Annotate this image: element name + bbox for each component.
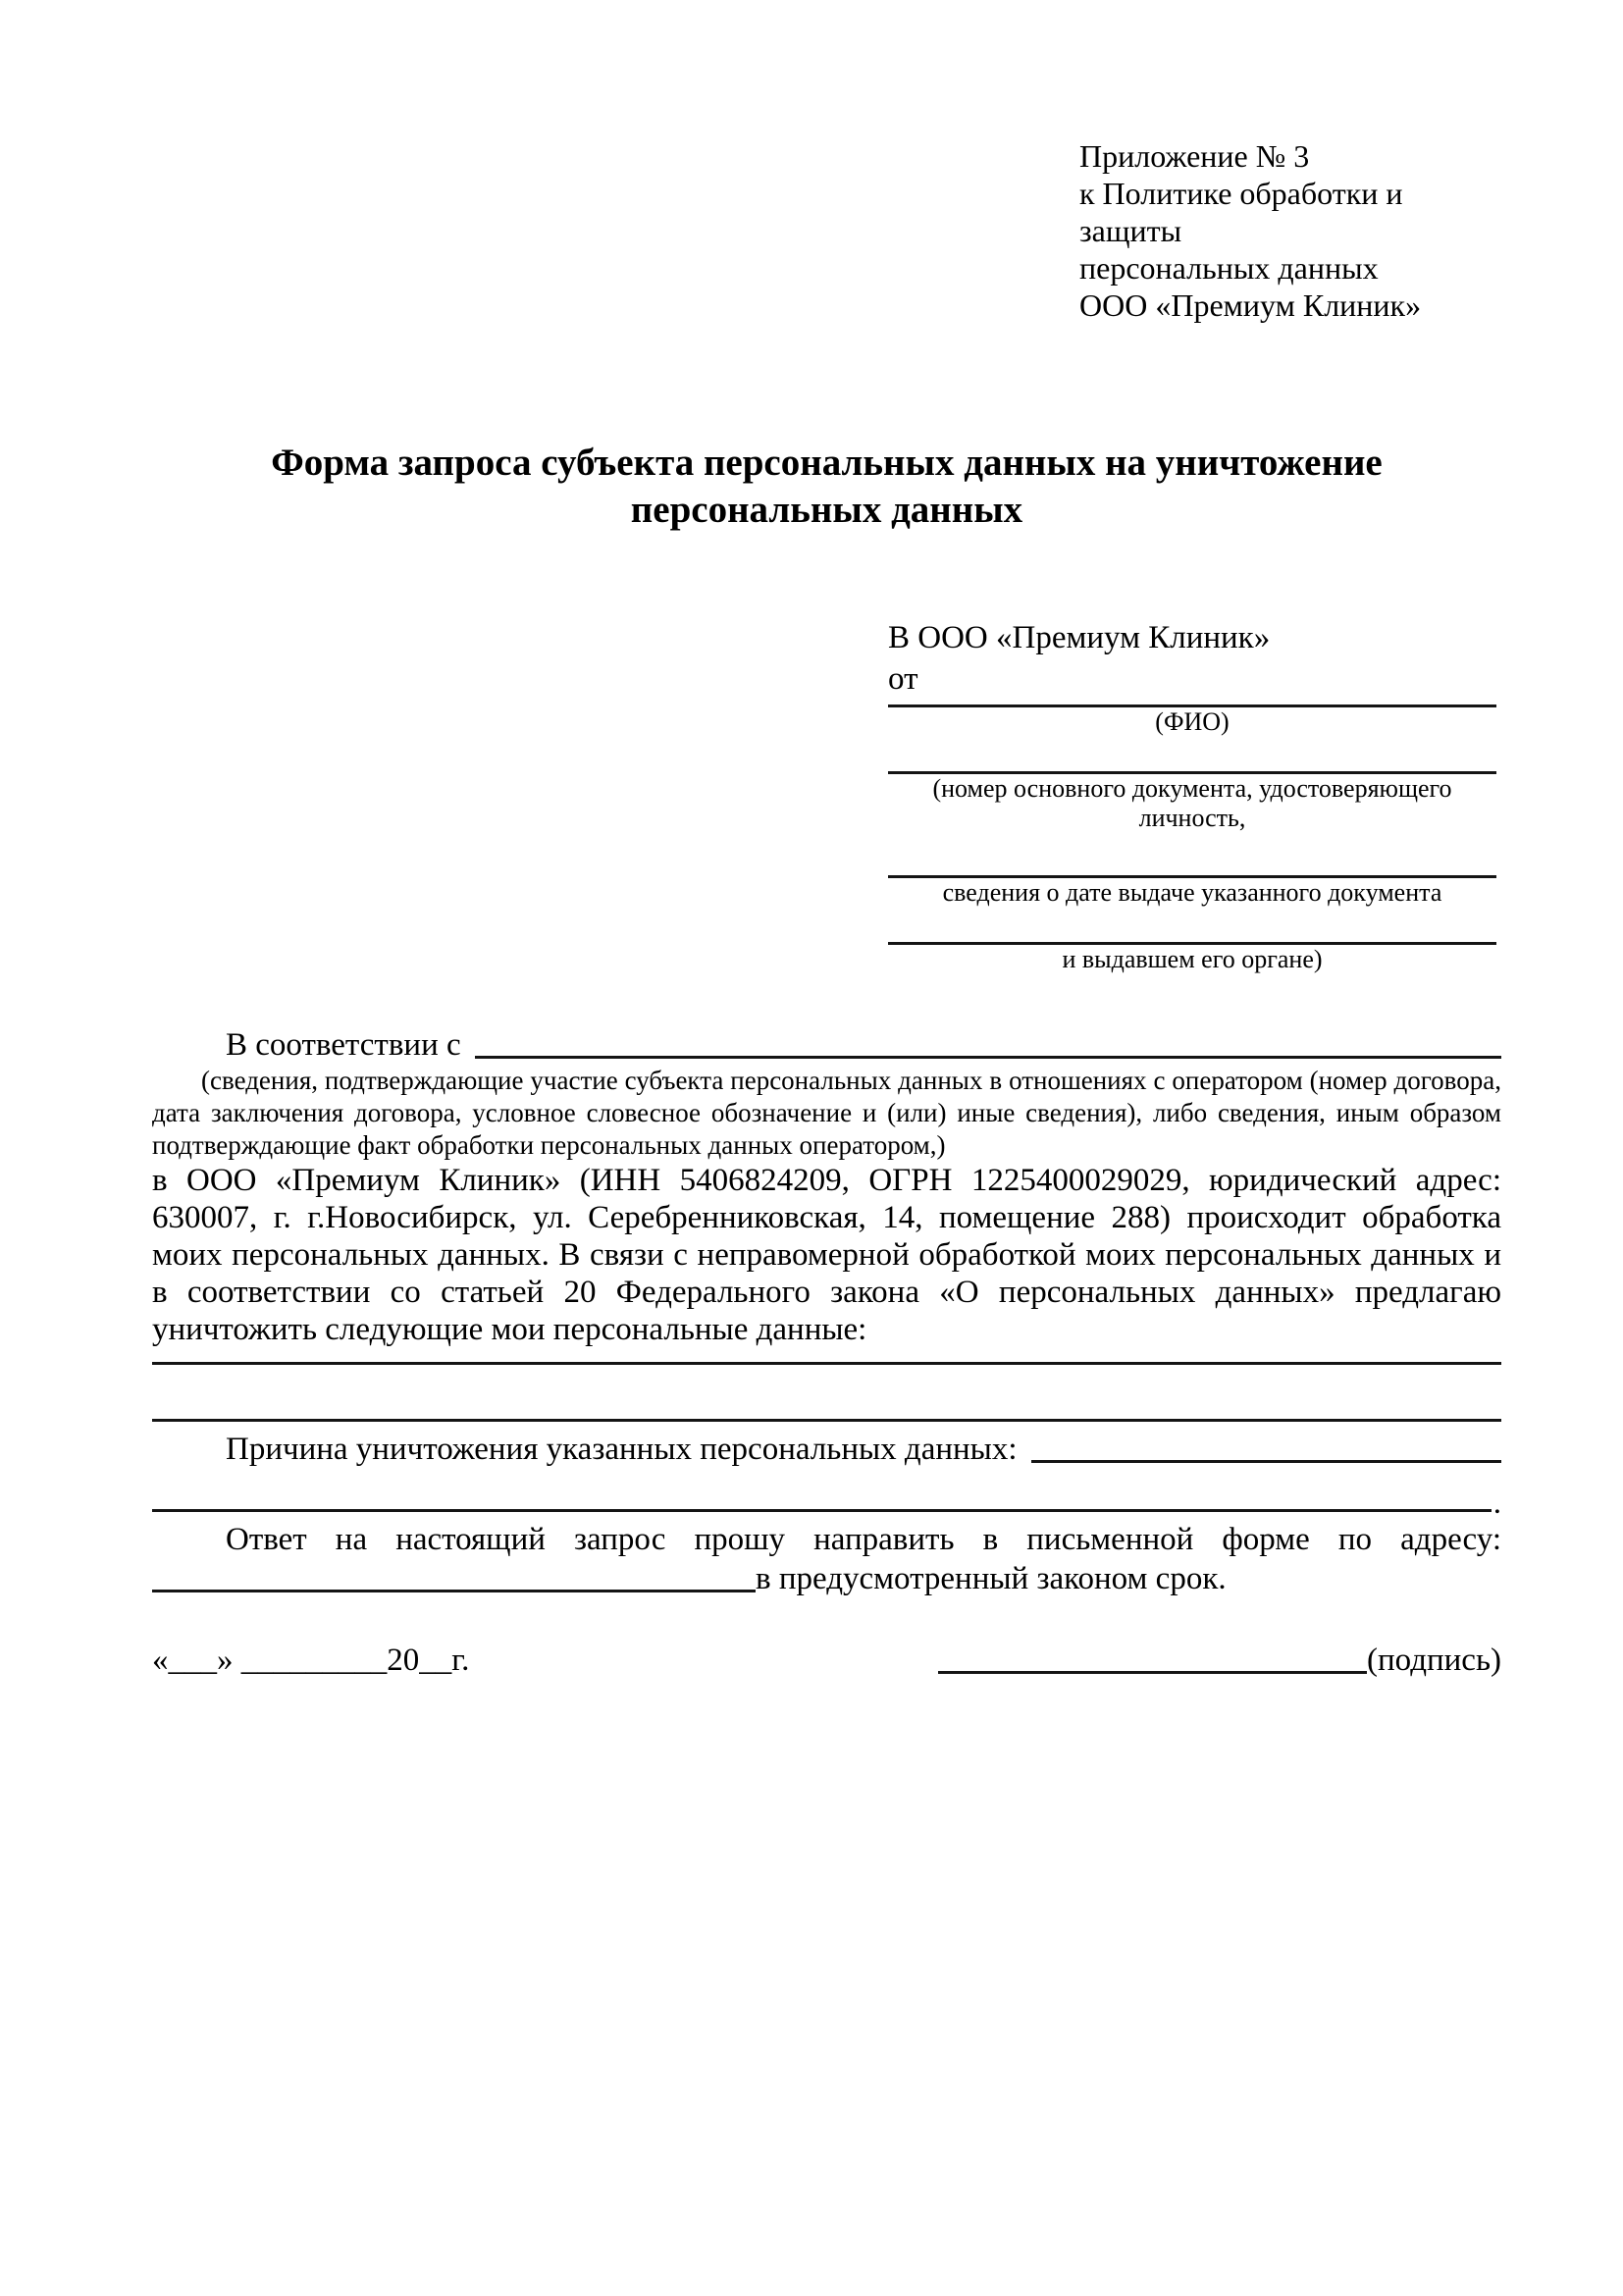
response-address-line [152,1559,1501,1598]
addressee-block [888,617,1496,974]
document-title: Форма запроса субъекта персональных данных на уничтожение персональных данных [271,442,1383,531]
line-terminator: . [1492,1486,1501,1521]
response-paragraph: Ответ на настоящий запрос прошу направить в письменной форме по адресу: [226,1522,1501,1557]
identity-document-field [888,771,1496,833]
reason-label: Причина уничтожения указанных персональных данных: [226,1432,1018,1467]
issue-date-caption: сведения о дате выдаче указанного документа [942,878,1442,907]
issuing-authority-caption: и выдавшем его органе) [1062,945,1323,973]
addressee-to: В ООО «Премиум Клиник» [888,620,1271,655]
appendix-header [1079,137,1501,324]
appendix-header-line: персональных данных [1079,250,1379,286]
appendix-header-line: ООО «Премиум Клиник» [1079,287,1422,323]
fio-caption: (ФИО) [1155,707,1230,736]
footer [152,1640,1501,1681]
accordance-blank-line [475,1056,1501,1059]
reason-continuation-blank [152,1509,1492,1512]
response-suffix: в предусмотренный законом срок. [756,1561,1227,1596]
signature-caption: (подпись) [1367,1643,1501,1678]
personal-data-blank-line-1 [152,1362,1501,1365]
accordance-line [152,1025,1501,1065]
issuing-authority-field [888,942,1496,974]
identity-document-caption: (номер основного документа, удостоверяющего личность, [932,774,1452,832]
appendix-header-line: к Политике обработки и защиты [1079,176,1403,248]
footnote-text: (сведения, подтверждающие участие субъекта персональных данных в отношениях с оператором (номер договора, дата заключения договора, условное словесное обозначение и (или) иные сведения), либо сведения, иным образом подтверждающие факт обработки персональных данных оператором,) [152,1066,1501,1160]
appendix-header-line: Приложение № 3 [1079,138,1310,174]
addressee-from: от [888,661,918,697]
signature-group [938,1640,1501,1681]
reason-line [152,1430,1501,1469]
date-blank: «___» _________20__г. [152,1643,470,1678]
issue-date-field [888,875,1496,908]
personal-data-blank-line-2 [152,1419,1501,1422]
address-blank-line [152,1590,756,1592]
signature-blank-line [938,1671,1367,1674]
reason-continuation-line [152,1486,1501,1521]
reason-blank-line [1031,1460,1501,1463]
accordance-prefix: В соответствии с [226,1027,461,1063]
fio-field [888,704,1496,737]
main-paragraph: в ООО «Премиум Клиник» (ИНН 5406824209, ОГРН 1225400029029, юридический адрес: 630007, г. г.Новосибирск, ул. Серебренниковская, 14, помещение 288) происходит обработка моих персональных данных. В связи с неправомерной обработкой моих персональных данных и в соответствии со статьей 20 Федерального закона «О персональных данных» предлагаю уничтожить следующие мои персональные данные: [152,1163,1501,1347]
